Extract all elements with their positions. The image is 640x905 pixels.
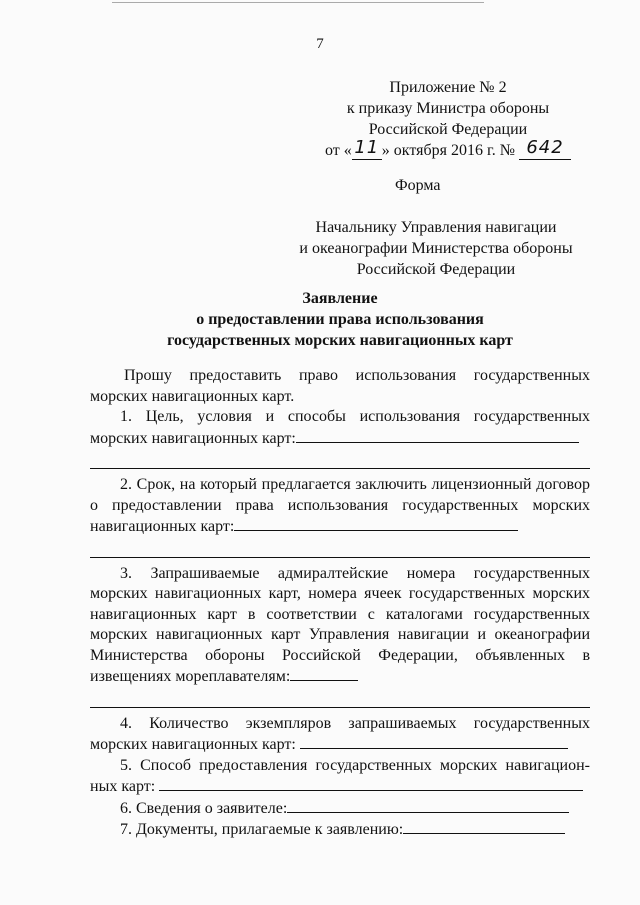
item-1-fill [296,428,579,443]
application-body [90,366,590,841]
intro-paragraph: Прошу предоставить право использования государственных морских навигационных карт. [90,367,590,405]
date-middle: » октября 2016 г. № [381,142,515,159]
title-line-1: Заявление [302,290,378,307]
annex-block [292,77,604,161]
title-line-3: государственных морских навигационных карт [167,332,513,349]
page-number: 7 [316,36,324,52]
item-3-extra-line [90,707,590,708]
annex-title: Приложение № 2 [389,79,507,96]
item-5: 5. Способ предоставления государственных морских навигацион-ных карт: [90,756,590,795]
handwritten-order-number: 642 [519,142,571,160]
item-3: 3. Запрашиваемые адмиралтейские номера государственных морских навигационных карт, номера ячеек государственных морских навигационных карт в соответствии с каталогами государственных морских навигационных карт Управления навигации и океанографии Министерства обороны Российской Федерации, объявленных в извещениях мореплавателям: [90,564,590,685]
annex-date-line [292,137,604,161]
addressee-block [256,217,616,280]
item-4: 4. Количество экземпляров запрашиваемых государственных морских навигационных карт: [90,714,590,753]
item-3-fill [290,666,358,681]
top-edge-rule [112,2,484,3]
title-line-2: о предоставлении права использования [196,311,484,328]
item-7-fill [403,819,565,834]
item-5-fill [159,776,583,791]
document-title [90,288,590,351]
annex-order-ref: к приказу Министра обороны [346,100,550,117]
handwritten-day: 11 [352,142,382,160]
item-2: 2. Срок, на который предлагается заключить лицензионный договор о предоставлении права использования государственных морских навигационных карт: [90,476,590,535]
annex-federation: Российской Федерации [368,121,528,138]
item-2-fill [234,516,518,531]
addressee-line-2: и океанографии Министерства обороны [299,240,573,257]
item-1: 1. Цель, условия и способы использования государственных морских навигационных карт: [90,408,590,447]
item-4-fill [300,734,568,749]
item-6: 6. Сведения о заявителе: [90,798,590,820]
item-1-extra-line [90,468,590,469]
item-2-extra-line [90,557,590,558]
form-label: Форма [395,177,441,194]
addressee-line-3: Российской Федерации [356,261,516,278]
addressee-line-1: Начальнику Управления навигации [315,219,557,236]
item-6-fill [287,798,569,813]
item-7: 7. Документы, прилагаемые к заявлению: [90,819,590,841]
date-prefix: от « [324,142,352,159]
